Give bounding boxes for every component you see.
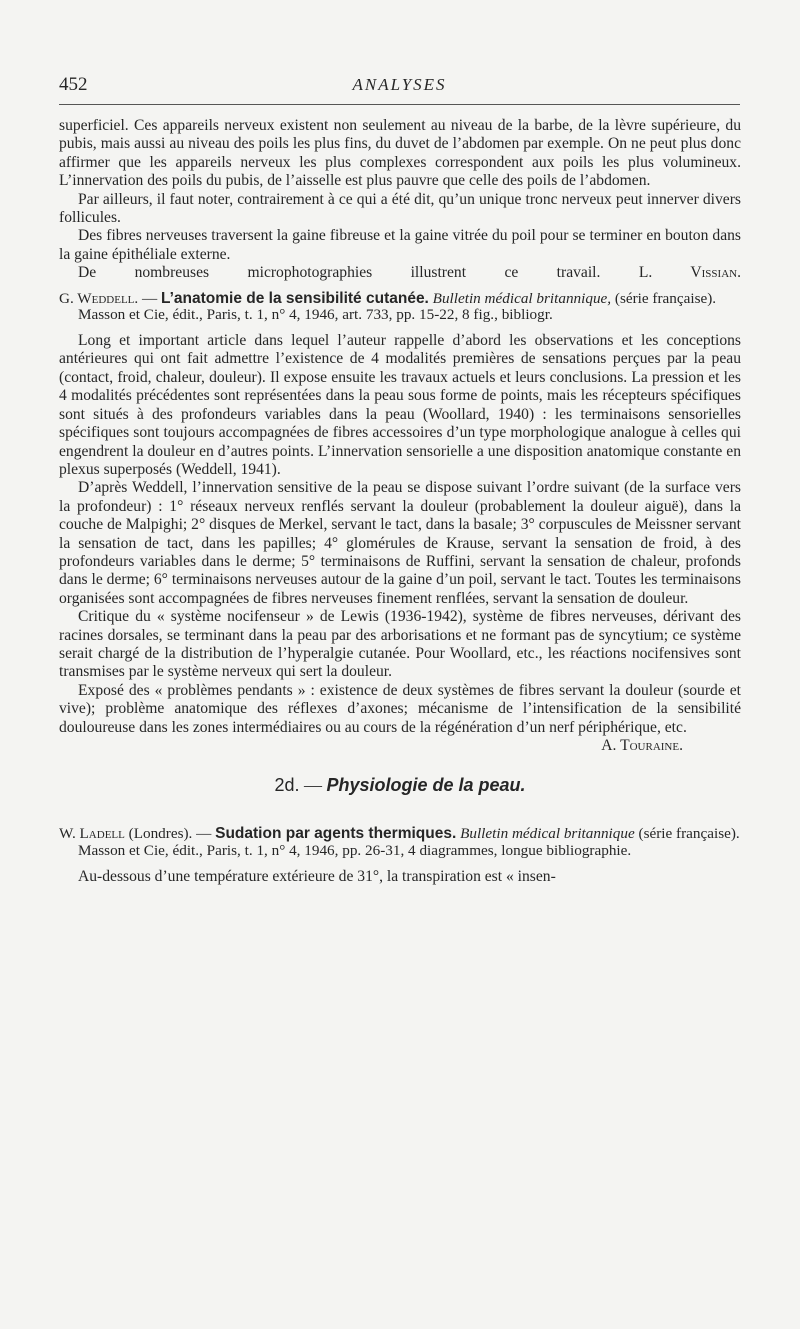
paragraph: Exposé des « problèmes pendants » : existence de deux systèmes de fibres servant la douleur (sourde et vive); problème anatomique des réflexes d’axones; mécanisme de l’intensification de la sensibilité douloureuse dans les zones intermédiaires ou au cours de la régénération d’un nerf périphérique, etc. <box>59 681 741 736</box>
section-title: Physiologie de la peau. <box>326 775 526 796</box>
header-rule <box>59 104 740 105</box>
reference-author: W. Ladell <box>59 825 125 843</box>
running-head: ANALYSES <box>352 75 447 94</box>
paragraph: Long et important article dans lequel l’auteur rappelle d’abord les observations et les conceptions antérieures qui ont fait admettre l’existence de 4 modalités premières de sensations perçues par la peau (contact, froid, chaleur, douleur). Il expose ensuite les travaux actuels et leurs conclusions. La pression et les 4 modalités précédentes sont représentées dans la peau sous forme de points, mais les récepteurs spécifiques sont situés à des profondeurs variables dans la peau (Woollard, 1940) : les terminaisons sensorielles spécifiques sont toujours accompagnées de fibres accessoires d’un type morphologique analogue à celles qui engendrent la douleur en d’autres points. L’innervation sensorielle a une disposition anatomique constante en plexus superposés (Weddell, 1941). <box>59 332 741 478</box>
paragraph: Des fibres nerveuses traversent la gaine fibreuse et la gaine vitrée du poil pour se terminer en bouton dans la gaine épithéliale externe. <box>59 227 741 263</box>
paragraph: Par ailleurs, il faut noter, contrairement à ce qui a été dit, qu’un unique tronc nerveux peut innerver divers follicules. <box>59 190 741 227</box>
reference-title: L’anatomie de la sensibilité cutanée. <box>160 289 429 307</box>
paragraph: Au-dessous d’une température extérieure de 31°, la transpiration est « insen- <box>78 867 556 885</box>
reference-details: (série française). Masson et Cie, édit., Paris, t. 1, n° 4, 1946, pp. 26-31, 4 diagrammes, longue bibliographie. <box>78 825 740 859</box>
reference-journal: Bulletin médical britannique <box>460 825 635 843</box>
reference-details: (série française). Masson et Cie, édit., Paris, t. 1, n° 4, 1946, art. 733, pp. 15-22, 8 fig., bibliogr. <box>78 289 717 323</box>
paragraph-with-signature <box>59 264 741 282</box>
article-reference <box>59 291 741 323</box>
reference-journal: Bulletin médical britannique, <box>432 289 612 307</box>
reference-dash: — <box>138 289 161 307</box>
paragraph-continued: superficiel. Ces appareils nerveux existent non seulement au niveau de la barbe, de la lèvre supérieure, du pubis, mais aussi au niveau des poils les plus fins, du duvet de l’abdomen par exemple. On ne peut plus donc affirmer que les appareils nerveux les plus complexes correspondent aux poils les plus volumineux. L’innervation des poils du pubis, de l’aisselle est plus pauvre que celle des poils de l’abdomen. <box>59 117 741 190</box>
section-dash: — <box>299 775 327 796</box>
article-reference <box>59 826 741 858</box>
page-number: 452 <box>59 74 88 95</box>
reference-location: (Londres). — <box>124 825 216 843</box>
paragraph: Critique du « système nocifenseur » de Lewis (1936-1942), système de fibres nerveuses, dérivant des racines dorsales, se terminant dans la peau par des arborisations et ne formant pas de syncytium; ce système serait chargé de la distribution de l’hyperalgie cutanée. Pour Woollard, etc., les réactions nocifensives sont transmises par le système nerveux qui sert la douleur. <box>59 608 741 681</box>
page-body <box>59 117 741 886</box>
reference-author: G. Weddell. <box>59 289 139 307</box>
signature-touraine <box>59 737 741 755</box>
paragraph-text: De nombreuses microphotographies illustrent ce travail. <box>78 264 601 282</box>
page-header <box>59 74 740 98</box>
signature-text: A. Touraine. <box>601 737 683 754</box>
signature-vissian: L. Vissian. <box>638 264 741 282</box>
section-heading <box>59 775 741 796</box>
section-number: 2d. <box>274 775 300 796</box>
paragraph: D’après Weddell, l’innervation sensitive de la peau se dispose suivant l’ordre suivant (de la surface vers la profondeur) : 1° réseaux nerveux renflés servant la douleur (probablement la douleur aiguë), dans la couche de Malpighi; 2° disques de Merkel, servant le tact, dans la basale; 3° corpuscules de Meissner servant la sensation de tact, dans les papilles; 4° glomérules de Krause, servant la sensation de froid, à des profondeurs variables dans le derme; 5° terminaisons de Ruffini, servant la sensation de chaleur, profonds dans le derme; 6° terminaisons nerveuses autour de la gaine d’un poil, servant le tact. Toutes les terminaisons organisées sont accompagnées de fibres nerveuses finement renflées, servant la sensation de douleur. <box>59 479 741 607</box>
reference-title: Sudation par agents thermiques. <box>215 825 457 843</box>
